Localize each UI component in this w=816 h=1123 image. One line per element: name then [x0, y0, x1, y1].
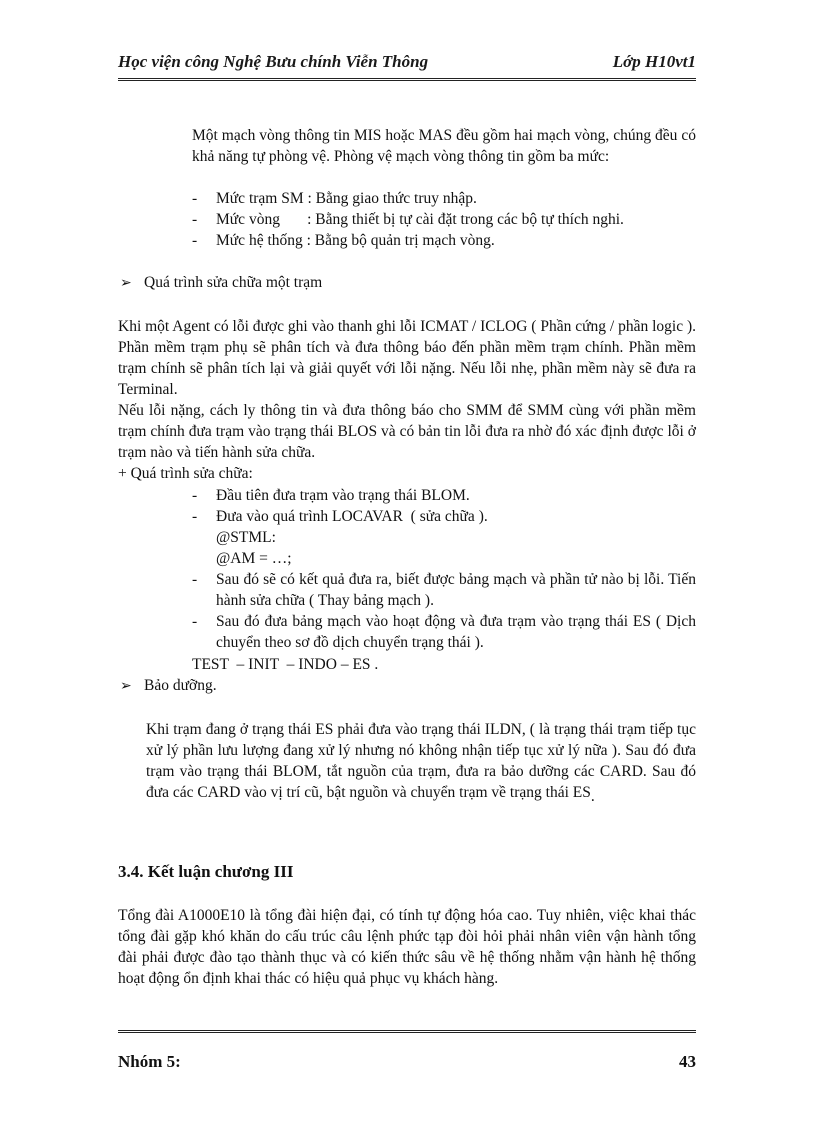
page-header [118, 52, 696, 78]
footer-divider [118, 1030, 696, 1033]
arrow-bullet-icon: ➢ [120, 276, 132, 291]
list-bullet: - [192, 232, 198, 249]
section-title-maintenance: Bảo dưỡng. [144, 677, 217, 694]
list-bullet: - [192, 613, 198, 630]
repair-paragraph-1: Khi một Agent có lỗi được ghi vào thanh ghi lỗi ICMAT / ICLOG ( Phần cứng / phần logic ). Phần mềm trạm phụ sẽ phân tích và đưa thông báo đến phần mềm trạm chính. Phần mềm trạm chính sẽ phân tích lại và giải quyết với lỗi nặng. Nếu lỗi nhẹ, phần mềm này sẽ đưa ra Terminal. [118, 318, 696, 398]
section-title-repair: Quá trình sửa chữa một trạm [144, 274, 323, 291]
header-institution: Học viện công Nghệ Bưu chính Viễn Thông [118, 52, 429, 71]
state-sequence: TEST – INIT – INDO – ES . [192, 656, 379, 673]
maintenance-paragraph: Khi trạm đang ở trạng thái ES phải đưa vào trạng thái ILDN, ( là trạng thái trạm tiếp tục xử lý phần lưu lượng đang xử lý nhưng nó không nhận tiếp tục xử lý nữa ). Sau đó đưa trạm vào trạng thái BLOM, tắt nguồn của trạm, đưa ra bảo dưỡng các CARD. Sau đó đưa các CARD vào vị trí cũ, bật nguồn và chuyển trạm về trạng thái ES. [146, 721, 696, 805]
step-1: Đầu tiên đưa trạm vào trạng thái BLOM. [216, 487, 470, 504]
arrow-bullet-icon: ➢ [120, 679, 132, 694]
page-number: 43 [679, 1052, 696, 1071]
section-heading-conclusion: 3.4. Kết luận chương III [118, 862, 294, 881]
header-class: Lớp H10vt1 [612, 52, 696, 71]
command-stml: @STML: [216, 529, 276, 546]
footer-group: Nhóm 5: [118, 1052, 181, 1071]
step-3: Sau đó sẽ có kết quả đưa ra, biết được bảng mạch và phần tử nào bị lỗi. Tiến hành sửa chữa ( Thay bảng mạch ). [216, 571, 696, 609]
list-bullet: - [192, 190, 198, 207]
repair-paragraph-2: Nếu lỗi nặng, cách ly thông tin và đưa thông báo cho SMM để SMM cùng với phần mềm trạm chính đưa trạm vào trạng thái BLOS và có bản tin lỗi đưa ra nhờ đó xác định được lỗi ở trạm nào và tiến hành sửa chữa. [118, 402, 696, 461]
process-label: + Quá trình sửa chữa: [118, 465, 253, 482]
list-bullet: - [192, 571, 198, 588]
step-2: Đưa vào quá trình LOCAVAR ( sửa chữa ). [216, 508, 488, 525]
command-am: @AM = …; [216, 550, 292, 567]
level-item-system: Mức hệ thống : Bằng bộ quản trị mạch vòng. [216, 232, 495, 249]
list-bullet: - [192, 211, 198, 228]
step-4: Sau đó đưa bảng mạch vào hoạt động và đưa trạm vào trạng thái ES ( Dịch chuyển theo sơ đồ dịch chuyển trạng thái ). [216, 613, 696, 651]
intro-paragraph: Một mạch vòng thông tin MIS hoặc MAS đều gồm hai mạch vòng, chúng đều có khả năng tự phòng vệ. Phòng vệ mạch vòng thông tin gồm ba mức: [192, 127, 696, 165]
list-bullet: - [192, 487, 198, 504]
conclusion-paragraph: Tổng đài A1000E10 là tổng đài hiện đại, có tính tự động hóa cao. Tuy nhiên, việc khai thác tổng đài gặp khó khăn do cấu trúc câu lệnh phức tạp đòi hỏi phải nhân viên vận hành tổng đài phải được đào tạo thành thục và có kiến thức sâu về hệ thống nhằm vận hành hệ thống hoạt động ổn định khai thác có hiệu quả phục vụ khách hàng. [118, 907, 696, 987]
level-item-sm: Mức trạm SM : Bằng giao thức truy nhập. [216, 190, 477, 207]
header-divider [118, 78, 696, 81]
level-item-ring: Mức vòng : Bằng thiết bị tự cài đặt trong các bộ tự thích nghi. [216, 211, 624, 228]
list-bullet: - [192, 508, 198, 525]
